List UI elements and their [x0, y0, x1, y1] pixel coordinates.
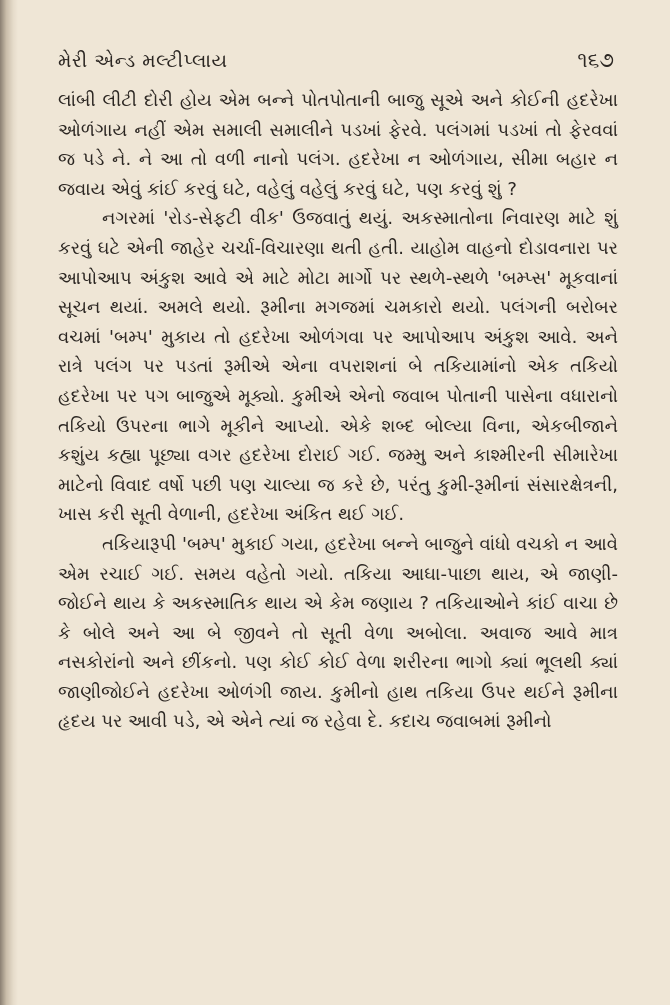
page-body — [58, 86, 618, 737]
paragraph-3: તકિયારૂપી 'બમ્પ' મુકાઈ ગયા, હદરેખા બન્ને બાજુને વાંધો વચકો ન આવે એમ રચાઈ ગઈ. સમય વહેતો ગયો. તકિયા આઘા-પાછા થાય, એ જાણી-જોઈને થાય કે અકસ્માતિક થાય એ કેમ જણાય ? તકિયાઓને કાંઈ વાચા છે કે બોલે અને આ બે જીવને તો સૂતી વેળા અબોલા. અવાજ આવે માત્ર નસકોરાંનો અને છીંકનો. પણ કોઈ કોઈ વેળા શરીરના ભાગો ક્યાં ભૂલથી ક્યાં જાણીજોઈને હદરેખા ઓળંગી જાય. કુમીનો હાથ તકિયા ઉપર થઈને રૂમીના હૃદય પર આવી પડે, એ એને ત્યાં જ રહેવા દે. કદાચ જવાબમાં રૂમીનો — [58, 533, 618, 733]
page-header — [58, 48, 618, 82]
paragraph-1: લાંબી લીટી દોરી હોય એમ બન્ને પોતપોતાની બાજુ સૂએ અને કોઈની હદરેખા ઓળંગાય નહીં એમ સમાલી સમાલીને પડખાં ફેરવે. પલંગમાં પડખાં તો ફેરવવાં જ પડે ને. ને આ તો વળી નાનો પલંગ. હદરેખા ન ઓળંગાય, સીમા બહાર ન જવાય એવું કાંઈ કરવું ઘટે, વહેલું વહેલું કરવું ઘટે, પણ કરવું શું ? — [58, 90, 618, 200]
paragraph-2: નગરમાં 'રોડ-સેફટી વીક' ઉજવાતું થયું. અકસ્માતોના નિવારણ માટે શું કરવું ઘટે એની જાહેર ચર્ચા-વિચારણા થતી હતી. યાહોમ વાહનો દોડાવનારા પર આપોઆપ અંકુશ આવે એ માટે મોટા માર્ગો પર સ્થળે-સ્થળે 'બમ્પ્સ' મૂકવાનાં સૂચન થયાં. અમલે થયો. રૂમીના મગજમાં ચમકારો થયો. પલંગની બરોબર વચમાં 'બમ્પ' મુકાય તો હદરેખા ઓળંગવા પર આપોઆપ અંકુશ આવે. અને રાત્રે પલંગ પર પડતાં રૂમીએ એના વપરાશનાં બે તકિયામાંનો એક તકિયો હદરેખા પર પગ બાજુએ મૂક્યો. કુમીએ એનો જવાબ પોતાની પાસેના વધારાનો તકિયો ઉપરના ભાગે મૂકીને આપ્યો. એકે શબ્દ બોલ્યા વિના, એકબીજાને કશુંય કહ્યા પૂછ્યા વગર હદરેખા દોરાઈ ગઈ. જમ્મુ અને કાશ્મીરની સીમારેખા માટેનો વિવાદ વર્ષો પછી પણ ચાલ્યા જ કરે છે, પરંતુ કુમી-રૂમીનાં સંસારક્ષેત્રની, ખાસ કરી સૂતી વેળાની, હદરેખા અંકિત થઈ ગઈ. — [58, 208, 618, 526]
book-page — [58, 48, 618, 737]
book-gutter-shadow — [0, 0, 18, 1005]
page-number: ૧૬૭ — [577, 48, 614, 72]
running-title: મેરી એન્ડ મલ્ટીપ્લાય — [58, 50, 228, 72]
